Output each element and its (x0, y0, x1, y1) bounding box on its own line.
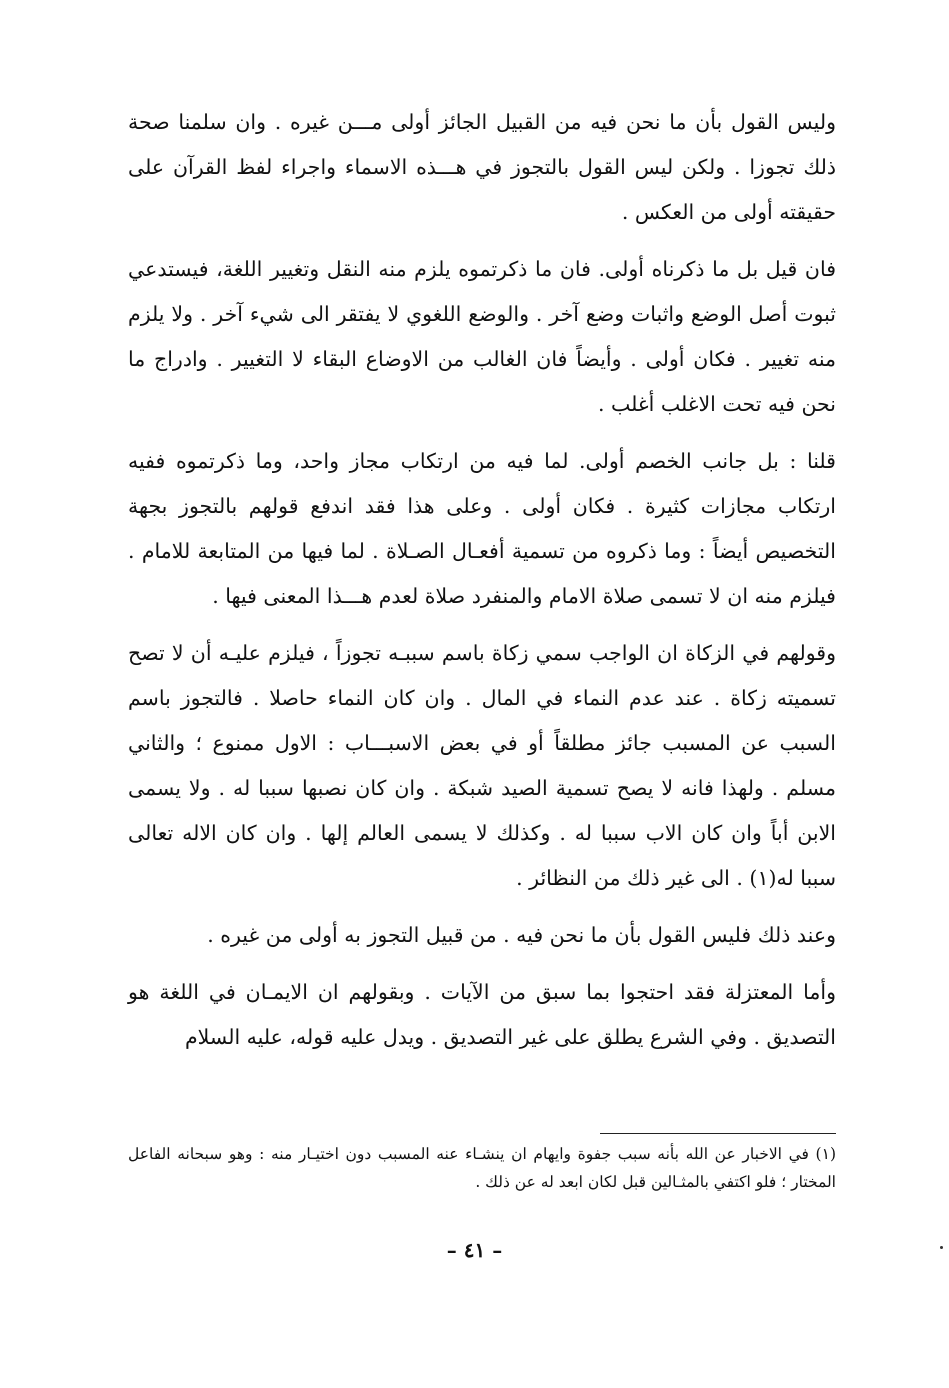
main-text (128, 100, 836, 1060)
paragraph-2: فان قيل بل ما ذكرناه أولى. فان ما ذكرتموه يلزم منه النقل وتغيير اللغة، فيستدعي ثبوت أصل الوضع واثبات وضع آخر . والوضع اللغوي لا يفتقر الى شيء آخر . ولا يلزم منه تغيير . فكان أولى . وأيضاً فان الغالب من الاوضاع البقاء لا التغيير . وادراج ما نحن فيه تحت الاغلب أغلب . (128, 257, 836, 416)
paragraph-1: وليس القول بأن ما نحن فيه من القبيل الجائز أولى مـــن غيره . وان سلمنا صحة ذلك تجوزا . ولكن ليس القول بالتجوز في هـــذه الاسماء واجراء لفظ القرآن على حقيقته أولى من العكس . (128, 110, 836, 224)
footnote-divider (600, 1133, 836, 1134)
footnote-1: (١) في الاخبار عن الله بأنه سبب جفوة وايهام ان ينشـاء عنه المسبب دون اختيـار منه : وهو سبحانه الفاعل المختار ؛ فلو اكتفي بالمثـالين قبل لكان ابعد له عن ذلك . (128, 1145, 836, 1191)
footnotes (128, 1140, 836, 1196)
paragraph-5: وعند ذلك فليس القول بأن ما نحن فيه . من قبيل التجوز به أولى من غيره . (207, 923, 836, 947)
paragraph-4: وقولهم في الزكاة ان الواجب سمي زكاة باسم سببـه تجوزاً ، فيلزم عليـه أن لا تصح تسميته زكاة . عند عدم النماء في المال . وان كان النماء حاصلا . فالتجوز باسم السبب عن المسبب جائز مطلقاً أو في بعض الاسبـــاب : الاول ممنوع ؛ والثاني مسلم . ولهذا فانه لا يصح تسمية الصيد شبكة . وان كان نصبها سببا له . ولا يسمى الابن أباً وان كان الاب سببا له . وكذلك لا يسمى العالم إلها . وان كان الاله تعالى سببا له(١) . الى غير ذلك من النظائر . (128, 641, 836, 890)
paragraph-6: وأما المعتزلة فقد احتجوا بما سبق من الآيات . وبقولهم ان الايمـان في اللغة هو التصديق . وفي الشرع يطلق على غير التصديق . ويدل عليه قوله، عليه السلام (128, 980, 836, 1049)
scan-speck (940, 1246, 943, 1249)
paragraph-3: قلنا : بل جانب الخصم أولى. لما فيه من ارتكاب مجاز واحد، وما ذكرتموه ففيه ارتكاب مجازات كثيرة . فكان أولى . وعلى هذا فقد اندفع قولهم بالتجوز بجهة التخصيص أيضاً : وما ذكروه من تسمية أفعـال الصـلاة . لما فيها من المتابعة للامام . فيلزم منه ان لا تسمى صلاة الامام والمنفرد صلاة لعدم هـــذا المعنى فيها . (128, 449, 836, 608)
page-number: – ٤١ – (446, 1238, 503, 1262)
